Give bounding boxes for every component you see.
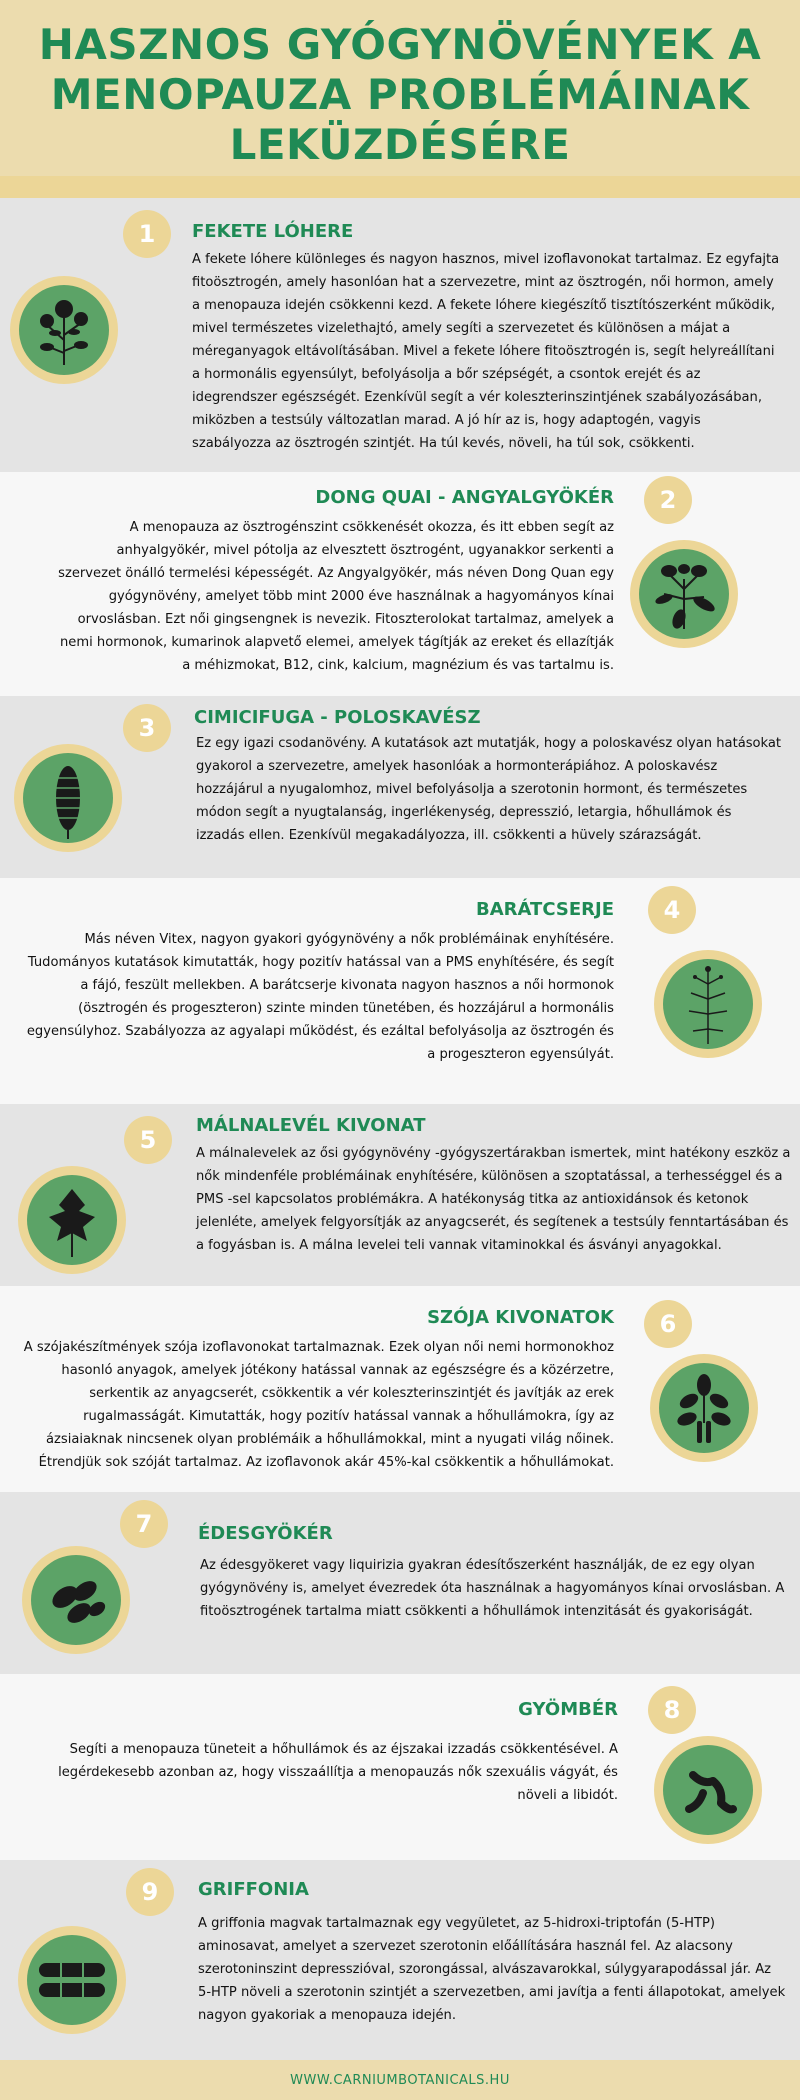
- licorice-icon: [31, 1555, 121, 1645]
- icon-badge: [10, 276, 118, 384]
- section-title: DONG QUAI - ANGYALGYÖKÉR: [315, 487, 614, 508]
- section-ginger: [0, 1674, 800, 1860]
- icon-badge: [654, 1736, 762, 1844]
- footer-url[interactable]: WWW.CARNIUMBOTANICALS.HU: [290, 2072, 510, 2088]
- angelica-root-icon: [639, 549, 729, 639]
- section-angelica: [0, 472, 800, 696]
- section-number: 7: [120, 1500, 168, 1548]
- section-number: 4: [648, 886, 696, 934]
- section-number: 6: [644, 1300, 692, 1348]
- section-text: Ez egy igazi csodanövény. A kutatások azt mutatják, hogy a poloskavész olyan hatásokat gyakorol a szervezetre, amelyek hasonlóak a hormonterápiához. A poloskavész hozzájárul a nyugalomhoz, mivel befolyásolja a szerotonin hormont, és természetes módon segít a nyugtalanság, ingerlékenység, depresszió, letargia, hőhullámok és izzadás ellen. Ezenkívül megakadályozza, ill. csökkenti a hüvely szárazságát.: [196, 736, 782, 843]
- section-number: 3: [123, 704, 171, 752]
- section-title: GYÖMBÉR: [518, 1699, 618, 1720]
- section-vitex: [0, 878, 800, 1104]
- section-licorice: [0, 1492, 800, 1674]
- soy-icon: [659, 1363, 749, 1453]
- section-soy: [0, 1286, 800, 1492]
- icon-badge: [630, 540, 738, 648]
- section-number: 1: [123, 210, 171, 258]
- icon-badge: [18, 1166, 126, 1274]
- icon-badge: [18, 1926, 126, 2034]
- section-text: A szójakészítmények szója izoflavonokat tartalmaznak. Ezek olyan női nemi hormonokhoz hasonló anyagok, amelyek jótékony hatással vannak az egészségre és a közérzetre, serkentik az anyagcserét, csökkentik a vér koleszterinszintjét és javítják az erek rugalmasságát. Kimutatták, hogy pozitív hatással vannak a hőhullámokra, így az ázsiaiaknak nincsenek olyan problémáik a hőhullámokkal, mint a nyugati világ nőinek. Étrendjük sok szóját tartalmaz. Az izoflavonok akár 45%-kal csökkentik a hőhullámokat.: [23, 1340, 614, 1470]
- section-title: CIMICIFUGA - POLOSKAVÉSZ: [194, 707, 481, 728]
- section-title: FEKETE LÓHERE: [192, 221, 354, 242]
- section-text: Az édesgyökeret vagy liquirizia gyakran édesítőszerként használják, de ez egy olyan gyógynövény is, amelyet évezredek óta használnak a hagyományos kínai orvoslásban. A fitoösztrogének tartalma miatt csökkenti a hőhullámok intenzitását és gyakoriságát.: [200, 1558, 785, 1619]
- section-number: 8: [648, 1686, 696, 1734]
- vitex-icon: [663, 959, 753, 1049]
- icon-badge: [654, 950, 762, 1058]
- icon-badge: [650, 1354, 758, 1462]
- section-text: A fekete lóhere különleges és nagyon hasznos, mivel izoflavonokat tartalmaz. Ez egyfajta fitoösztrogén, amely hasonlóan hat a szervezetre, mint az ösztrogén, női hormon, amely a menopauza idején csökkenni kezd. A fekete lóhere kiegészítő tisztítószerként működik, mivel természetes vizelethajtó, amely segíti a szervezetet és különösen a májat a méreganyagok eltávolításában. Mivel a fekete lóhere fitoösztrogén is, segít helyreállítani a hormonális egyensúlyt, befolyásolja a bőr szépségét, a csontok erejét és az idegrendszer egészségét. Ezenkívül segít a vér koleszterinszintjének szabályozásában, miközben a testsúly változatlan marad. A jó hír az is, hogy adaptogén, vagyis szabályozza az ösztrogén szintjét. Ha túl kevés, növeli, ha túl sok, csökkenti.: [192, 252, 780, 451]
- section-title: GRIFFONIA: [198, 1879, 309, 1900]
- section-title: BARÁTCSERJE: [476, 899, 614, 920]
- page-title: HASZNOS GYÓGYNÖVÉNYEK A MENOPAUZA PROBLÉMÁINAK LEKÜZDÉSÉRE: [38, 20, 762, 169]
- section-text: A menopauza az ösztrogénszint csökkenését okozza, és itt ebben segít az anhyalgyökér, mivel pótolja az elvesztett ösztrogént, ugyanakkor serkenti a szervezet önálló termelési képességét. Az Angyalgyökér, más néven Dong Quan egy gyógynövény, amelyet több mint 2000 éve használnak a hagyományos kínai orvoslásban. Ezt női gingsengnek is nevezik. Fitoszterolokat tartalmaz, amelyek a nemi hormonok, kumarinok alapvető elemei, amelyek tágítják az ereket és ellazítják a méhizmokat, B12, cink, kalcium, magnézium és vas tartalmu is.: [58, 520, 614, 673]
- section-griffonia: [0, 1860, 800, 2060]
- section-title: ÉDESGYÖKÉR: [198, 1523, 333, 1544]
- section-text: Segíti a menopauza tüneteit a hőhullámok és az éjszakai izzadás csökkentésével. A legérdekesebb azonban az, hogy visszaállítja a menopauzás nők szexuális vágyát, és növeli a libidót.: [58, 1742, 618, 1803]
- section-title: SZÓJA KIVONATOK: [427, 1307, 614, 1328]
- section-black-cohosh: [0, 696, 800, 878]
- raspberry-leaf-icon: [27, 1175, 117, 1265]
- section-number: 5: [124, 1116, 172, 1164]
- section-title: MÁLNALEVÉL KIVONAT: [196, 1115, 426, 1136]
- section-text: A griffonia magvak tartalmaznak egy vegyületet, az 5-hidroxi-triptofán (5-HTP) aminosavat, amelyet a szervezet szerotonin előállítására használ fel. Az alacsony szerotoninszint depresszióval, szorongással, alvászavarokkal, súlygyarapodással jár. Az 5-HTP növeli a szerotonin szintjét a szervezetben, ami javítja a fenti állapotokat, amelyek nagyon gyakoriak a menopauza idején.: [198, 1916, 786, 2023]
- section-number: 2: [644, 476, 692, 524]
- section-number: 9: [126, 1868, 174, 1916]
- header: [0, 0, 800, 176]
- section-raspberry-leaf: [0, 1104, 800, 1286]
- ginger-icon: [663, 1745, 753, 1835]
- griffonia-seeds-icon: [27, 1935, 117, 2025]
- red-clover-icon: [19, 285, 109, 375]
- header-band: [0, 176, 800, 198]
- icon-badge: [14, 744, 122, 852]
- icon-badge: [22, 1546, 130, 1654]
- black-cohosh-icon: [23, 753, 113, 843]
- section-text: A málnalevelek az ősi gyógynövény -gyógyszertárakban ismertek, mint hatékony eszköz a nők mindenféle problémáinak enyhítésére, különösen a szoptatással, a terhességgel és a PMS -sel kapcsolatos problémákra. A hatékonyság titka az antioxidánsok és ketonok jelenléte, amelyek felgyorsítják az anyagcserét, és segítenek a testsúly fenntartásában és a fogyásban is. A málna levelei teli vannak vitaminokkal és ásványi anyagokkal.: [196, 1146, 791, 1253]
- footer: [0, 2060, 800, 2100]
- section-red-clover: [0, 198, 800, 472]
- section-text: Más néven Vitex, nagyon gyakori gyógynövény a nők problémáinak enyhítésére. Tudományos kutatások kimutatták, hogy pozitív hatással van a PMS enyhítésére, és segít a fájó, feszült mellekben. A barátcserje kivonata nagyon hasznos a női hormonok (ösztrogén és progeszteron) szinte minden tünetében, és hozzájárul a hormonális egyensúlyhoz. Szabályozza az agyalapi működést, és ezáltal befolyásolja az ösztrogén és a progeszteron egyensúlyát.: [26, 932, 614, 1062]
